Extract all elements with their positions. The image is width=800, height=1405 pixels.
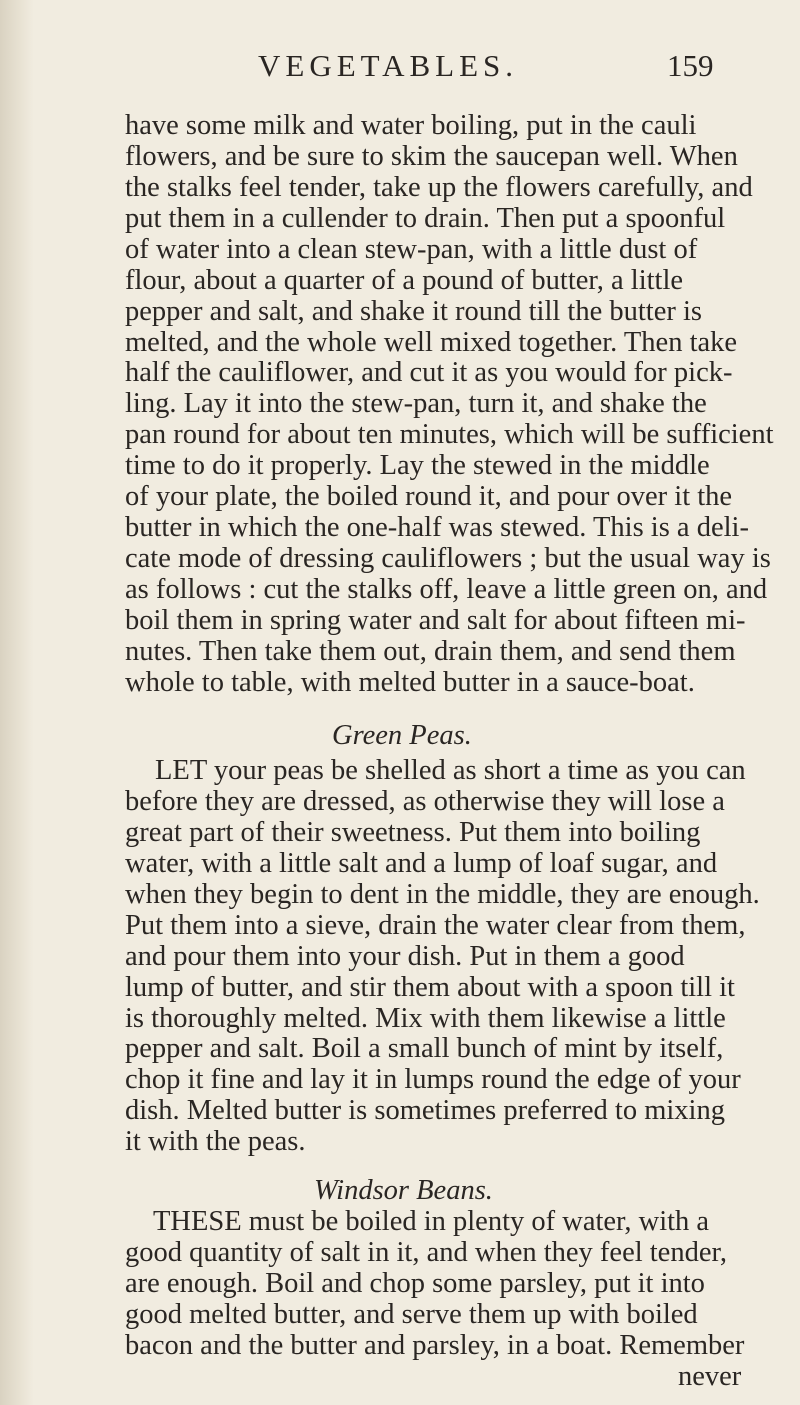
section-heading-windsor-beans: Windsor Beans. [314, 1175, 493, 1207]
text-line: nutes. Then take them out, drain them, and send them [125, 635, 736, 667]
text-line: boil them in spring water and salt for about fifteen mi- [125, 604, 746, 636]
text-line: it with the peas. [125, 1126, 306, 1158]
text-line: of your plate, the boiled round it, and pour over it the [125, 481, 733, 513]
text-line: dish. Melted butter is sometimes preferred to mixing [125, 1095, 725, 1127]
text-line: and pour them into your dish. Put in them a good [125, 940, 685, 972]
text-line: great part of their sweetness. Put them into boiling [125, 816, 701, 848]
text-line: pepper and salt, and shake it round till the butter is [125, 295, 702, 327]
text-line: the stalks feel tender, take up the flowers carefully, and [125, 171, 753, 203]
text-line: when they begin to dent in the middle, they are enough. [125, 878, 760, 910]
text-line: of water into a clean stew-pan, with a little dust of [125, 233, 698, 265]
text-line: good melted butter, and serve them up with boiled [125, 1299, 698, 1331]
text-line: time to do it properly. Lay the stewed in the middle [125, 450, 710, 482]
running-title: VEGETABLES. [258, 48, 519, 83]
text-line: butter in which the one-half was stewed. This is a deli- [125, 512, 749, 544]
text-line: flour, about a quarter of a pound of butter, a little [125, 264, 684, 296]
text-line: have some milk and water boiling, put in the cauli [125, 110, 697, 141]
text-line: bacon and the butter and parsley, in a boat. Remember [125, 1330, 745, 1362]
text-line: chop it fine and lay it in lumps round the edge of your [125, 1064, 741, 1096]
text-line: Put them into a sieve, drain the water clear from them, [125, 909, 746, 941]
page-header [0, 40, 800, 90]
section-heading-green-peas: Green Peas. [332, 720, 472, 752]
text-line: half the cauliflower, and cut it as you would for pick- [125, 357, 733, 389]
text-line: whole to table, with melted butter in a sauce-boat. [125, 666, 695, 698]
text-line: cate mode of dressing cauliflowers ; but the usual way is [125, 543, 771, 575]
text-line: melted, and the whole well mixed together. Then take [125, 326, 738, 358]
text-line: lump of butter, and stir them about with a spoon till it [125, 971, 735, 1003]
text-line: flowers, and be sure to skim the saucepan well. When [125, 140, 738, 172]
text-line: pepper and salt. Boil a small bunch of mint by itself, [125, 1033, 724, 1065]
text-line: pan round for about ten minutes, which will be sufficient [125, 419, 774, 451]
text-line: before they are dressed, as otherwise they will lose a [125, 785, 725, 817]
text-line: ling. Lay it into the stew-pan, turn it, and shake the [125, 388, 707, 420]
text-line: as follows : cut the stalks off, leave a little green on, and [125, 574, 768, 605]
text-line: are enough. Boil and chop some parsley, put it into [125, 1268, 705, 1300]
text-line: is thoroughly melted. Mix with them likewise a little [125, 1002, 726, 1034]
catchword: never [678, 1361, 742, 1392]
page-number: 159 [667, 48, 714, 83]
text-line: put them in a cullender to drain. Then put a spoonful [125, 202, 726, 234]
text-line: LET your peas be shelled as short a time as you can [155, 755, 746, 787]
text-line: water, with a little salt and a lump of loaf sugar, and [125, 847, 718, 879]
text-line: THESE must be boiled in plenty of water, with a [153, 1206, 710, 1238]
text-line: good quantity of salt in it, and when they feel tender, [125, 1237, 727, 1269]
